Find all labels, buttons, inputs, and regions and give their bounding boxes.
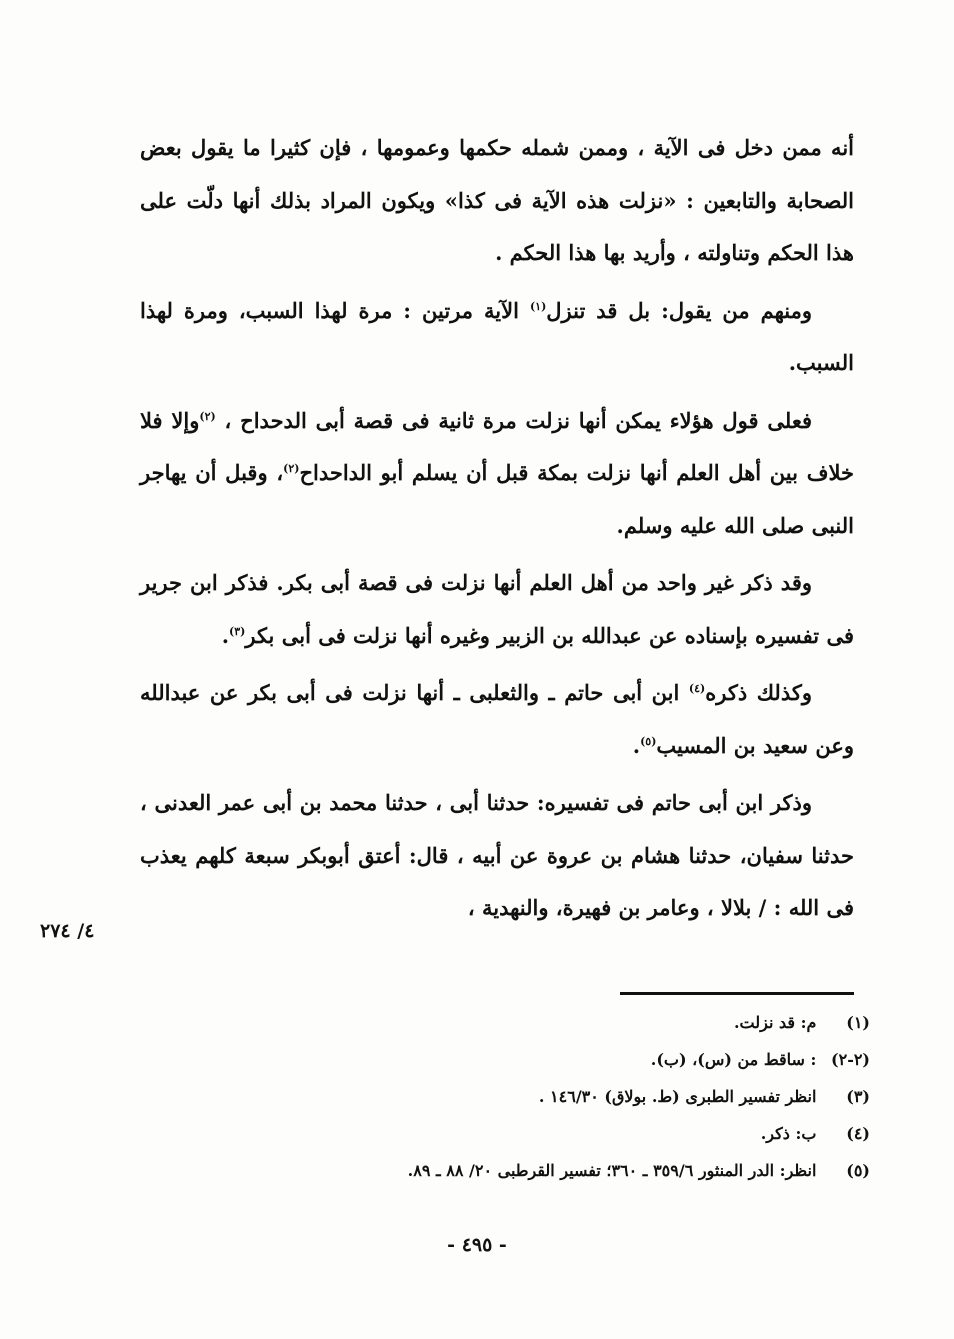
paragraph-2 — [140, 285, 854, 390]
footnote-ref-5: (٥) — [640, 734, 657, 748]
footnote-3 — [300, 1078, 870, 1115]
paragraph-3-text-a: فعلى قول هؤلاء يمكن أنها نزلت مرة ثانية فى قصة أبى الدحداح ، — [215, 407, 812, 433]
footnote-number: (١) — [846, 1013, 870, 1032]
paragraph-5 — [140, 667, 854, 772]
paragraph-4-text-a: وقد ذكر غير واحد من أهل العلم أنها نزلت فى قصة أبى بكر. فذكر ابن جرير فى تفسيره بإسناده عن عبدالله بن الزبير وغيره أنها نزلت فى أبى بكر — [140, 570, 854, 648]
footnote-separator — [620, 992, 854, 995]
paragraph-5-text-b: ابن أبى حاتم ـ والثعلبى ـ أنها نزلت فى أبى بكر عن عبدالله وعن سعيد بن المسيب — [140, 680, 854, 758]
footnote-ref-1: (١) — [529, 299, 547, 313]
footnote-4 — [300, 1115, 870, 1152]
footnote-number: (٢-٢) — [831, 1050, 870, 1069]
paragraph-3 — [140, 395, 854, 553]
footnote-number: (٥) — [846, 1161, 870, 1180]
footnote-ref-4: (٤) — [688, 682, 706, 695]
footnote-text: : ساقط من (س)، (ب). — [650, 1050, 817, 1069]
paragraph-5-text-a: وكذلك ذكره — [705, 680, 812, 705]
paragraph-6: وذكر ابن أبى حاتم فى تفسيره: حدثنا أبى ، حدثنا محمد بن أبى عمر العدنى ، حدثنا سفيان، حدثنا هشام بن عروة عن أبيه ، قال: أعتق أبوبكر سبعة كلهم يعذب فى الله : / بلالا ، وعامر بن فهيرة، والنهدية ، — [140, 790, 854, 920]
footnote-2 — [300, 1041, 870, 1078]
footnote-text: انظر: الدر المنثور ٣٥٩/٦ ـ ٣٦٠؛ تفسير القرطبى ٢٠/ ٨٨ ـ ٨٩. — [407, 1161, 817, 1180]
footnote-text: انظر تفسير الطبرى (ط. بولاق) ١٤٦/٣٠ . — [538, 1087, 817, 1106]
paragraph-1: أنه ممن دخل فى الآية ، وممن شمله حكمها وعمومها ، فإن كثيرا ما يقول بعض الصحابة والتابعين : «نزلت هذه الآية فى كذا» ويكون المراد بذلك أنها دلّت على هذا الحكم وتناولته ، وأريد بها هذا الحكم . — [140, 135, 854, 265]
footnotes — [300, 1004, 870, 1189]
paragraph-2-text-a: ومنهم من يقول: بل قد تنزل — [546, 297, 812, 323]
paragraph-3-text-c: ، وقبل أن يهاجر النبى صلى الله عليه وسلم. — [140, 460, 854, 538]
footnote-1 — [300, 1004, 870, 1041]
page-number: - ٤٩٥ - — [447, 1234, 507, 1256]
footnote-ref-2-start: (٢) — [199, 409, 216, 423]
paragraph-3-text-b: وإلا فلا خلاف بين أهل العلم أنها نزلت بمكة قبل أن يسلم أبو الداحداح — [140, 407, 854, 485]
paragraph-5-text-c: . — [632, 732, 641, 758]
footnote-number: (٣) — [846, 1087, 870, 1106]
main-text — [140, 122, 854, 940]
footnote-5 — [300, 1152, 870, 1189]
footnote-ref-3: (٣) — [229, 624, 246, 638]
paragraph-4 — [140, 557, 854, 662]
paragraph-2-text-b: الآية مرتين : مرة لهذا السبب، ومرة لهذا السبب. — [140, 297, 854, 375]
footnote-text: ب: ذكر. — [760, 1124, 817, 1143]
paragraph-4-text-b: . — [221, 622, 230, 648]
footnote-number: (٤) — [846, 1124, 870, 1143]
margin-reference: ٤/ ٢٧٤ — [40, 920, 95, 942]
footnote-text: م: قد نزلت. — [733, 1013, 817, 1032]
footnote-ref-2-end: (٢) — [283, 462, 300, 475]
